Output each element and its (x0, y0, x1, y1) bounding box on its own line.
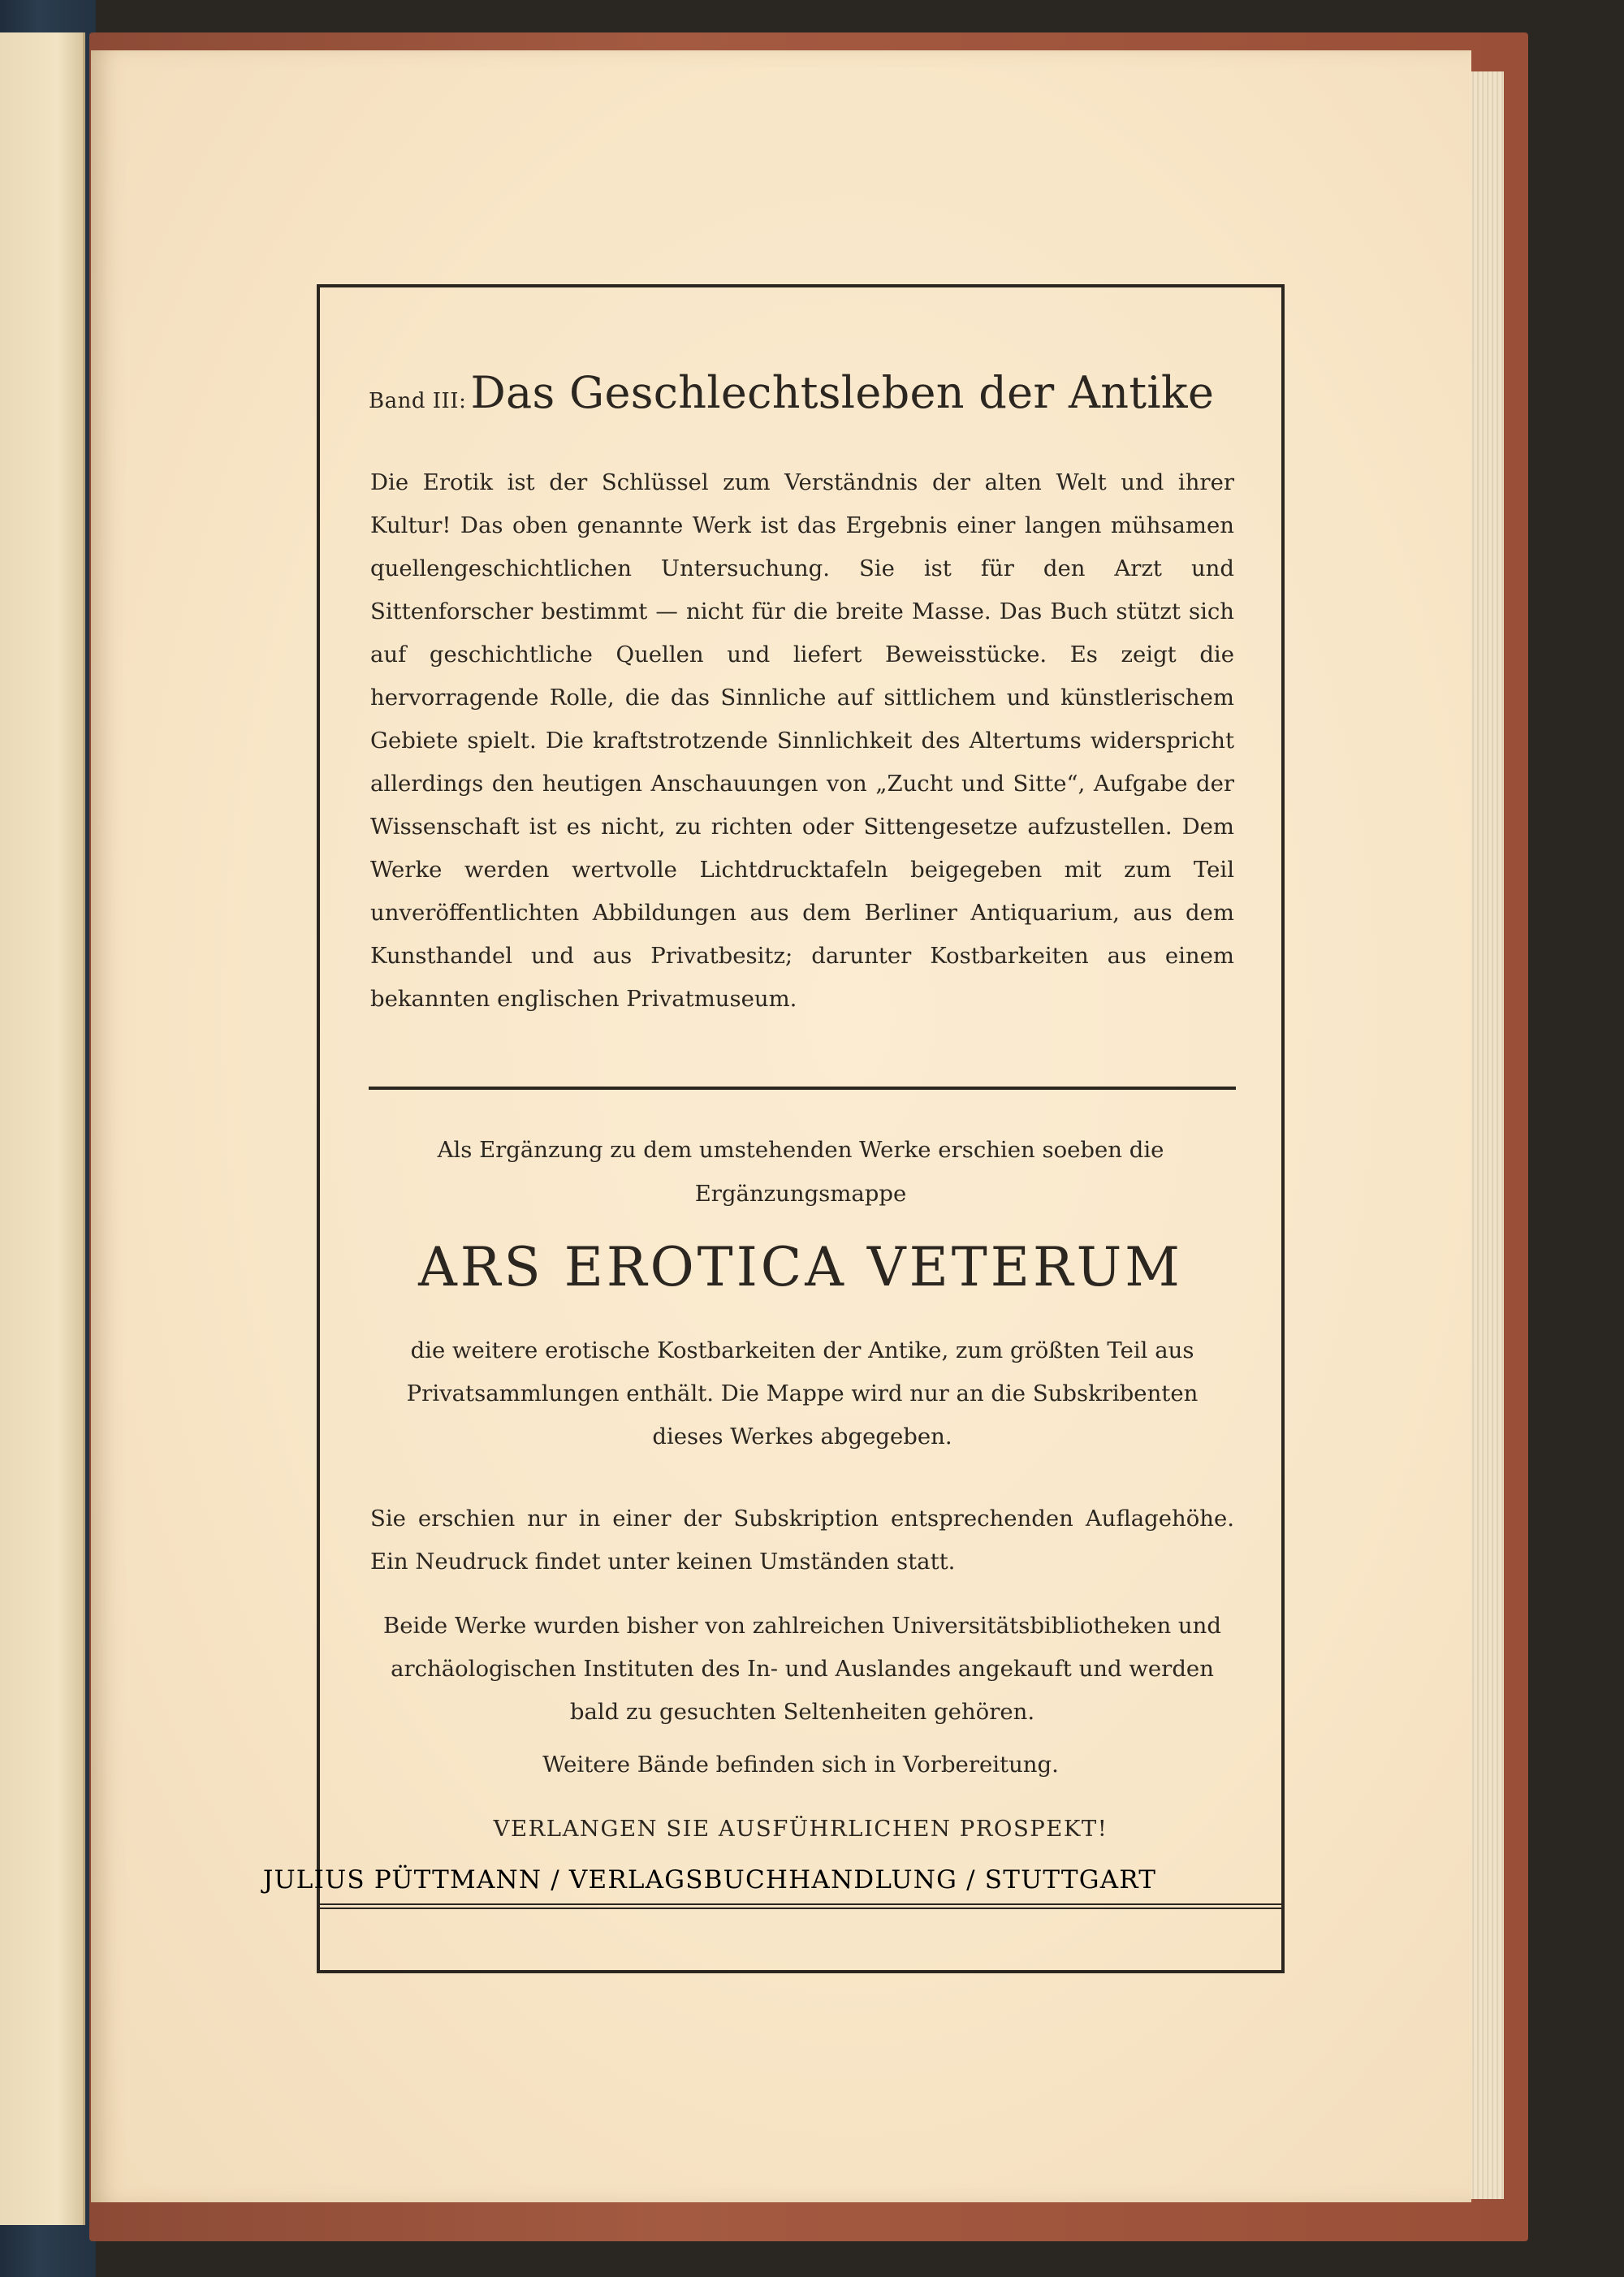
supplement-description: die weitere erotische Kostbarkeiten der Antike, zum größten Teil aus Privatsammlungen enthält. Die Mappe wird nur an die Subskribenten dieses Werkes abgegeben. (406, 1337, 1199, 1450)
supplement-intro-line1: Als Ergänzung zu dem umstehenden Werke erschien soeben die (437, 1137, 1164, 1163)
book-title: Das Geschlechtsleben der Antike (470, 367, 1215, 418)
advertisement-frame (317, 284, 1285, 1973)
heading (369, 367, 1214, 418)
intro-paragraph: Die Erotik ist der Schlüssel zum Verständnis der alten Welt und ihrer Kultur! Das oben genannte Werk ist das Ergebnis einer langen mühsamen quellengeschichtlichen Untersuchung. Sie ist für den Arzt und Sittenforscher bestimmt — nicht für die breite Masse. Das Buch stützt sich auf geschichtliche Quellen und liefert Beweisstücke. Es zeigt die hervorragende Rolle, die das Sinnliche auf sittlichem und künstlerischem Gebiete spielt. Die kraftstrotzende Sinnlichkeit des Altertums widerspricht allerdings den heutigen Anschauungen von „Zucht und Sitte“, Aufgabe der Wissenschaft ist es nicht, zu richten oder Sittengesetze aufzustellen. Dem Werke werden wertvolle Lichtdrucktafeln beigegeben mit zum Teil unveröffentlichten Abbildungen aus dem Berliner Antiquarium, aus dem Kunsthandel und aus Privatbesitz; darunter Kostbarkeiten aus einem bekannten englischen Privatmuseum. (370, 469, 1234, 1012)
footer-rule (320, 1903, 1281, 1909)
publisher-imprint: JULIUS PÜTTMANN / VERLAGSBUCHHANDLUNG / STUTTGART (262, 1865, 1157, 1895)
section-divider (369, 1087, 1236, 1090)
volume-label: Band III: (369, 389, 467, 413)
supplement-title: ARS EROTICA VETERUM (418, 1236, 1183, 1298)
libraries-note: Beide Werke wurden bisher von zahlreichen Universitätsbibliotheken und archäologischen Instituten des In- und Auslandes angekauft und werden bald zu gesuchten Seltenheiten gehören. (383, 1613, 1221, 1725)
further-volumes-note: Weitere Bände befinden sich in Vorbereitung. (542, 1752, 1059, 1778)
prospectus-call: VERLANGEN SIE AUSFÜHRLICHEN PROSPEKT! (493, 1816, 1108, 1842)
supplement-intro-line2: Ergänzungsmappe (694, 1181, 907, 1207)
edition-note: Sie erschien nur in einer der Subskription entsprechenden Auflagehöhe. Ein Neudruck findet unter keinen Umständen statt. (370, 1506, 1234, 1575)
facing-page-edge (0, 32, 85, 2225)
